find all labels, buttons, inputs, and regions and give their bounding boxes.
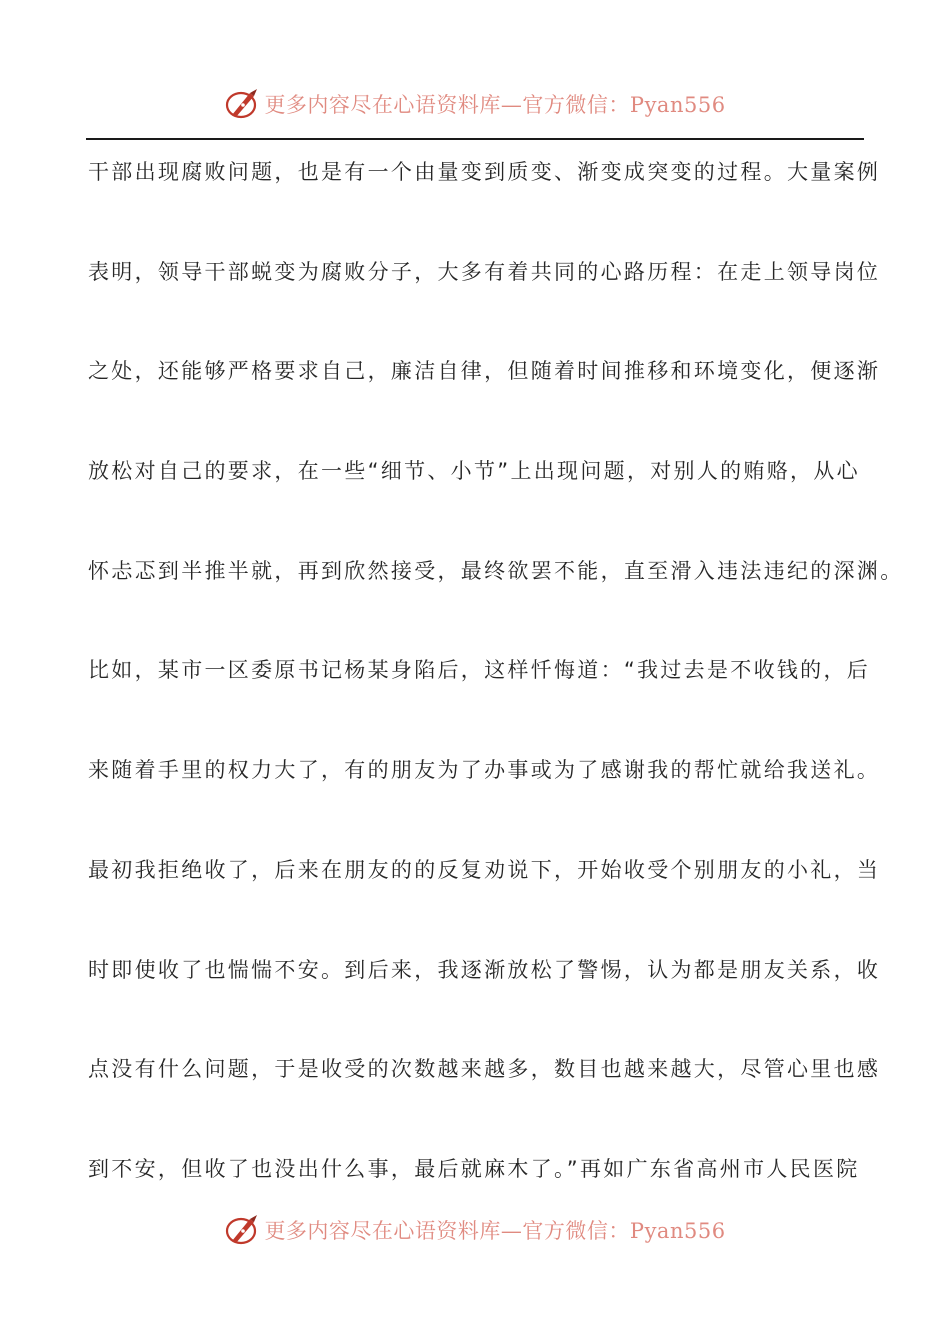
text-line: 表明，领导干部蜕变为腐败分子，大多有着共同的心路历程：在走上领导岗位 — [88, 259, 881, 284]
footer-banner — [0, 1210, 950, 1250]
text-line: 放松对自己的要求，在一些“细节、小节”上出现问题，对别人的贿赂，从心 — [88, 459, 860, 484]
text-line: 来随着手里的权力大了，有的朋友为了办事或为了感谢我的帮忙就给我送礼。 — [88, 758, 881, 783]
text-line: 怀忐忑到半推半就，再到欣然接受，最终欲罢不能，直至滑入违法违纪的深渊。 — [88, 558, 904, 583]
text-line: 最初我拒绝收了，后来在朋友的的反复劝说下，开始收受个别朋友的小礼，当 — [88, 857, 881, 882]
header-banner-text: 更多内容尽在心语资料库—官方微信：Pyan556 — [264, 93, 726, 117]
pen-nib-logo-icon — [224, 87, 260, 121]
footer-banner-text: 更多内容尽在心语资料库—官方微信：Pyan556 — [264, 1219, 726, 1243]
text-line: 点没有什么问题，于是收受的次数越来越多，数目也越来越大，尽管心里也感 — [88, 1057, 881, 1082]
header-banner — [0, 84, 950, 124]
text-line: 干部出现腐败问题，也是有一个由量变到质变、渐变成突变的过程。大量案例 — [88, 160, 881, 184]
text-line: 时即使收了也惴惴不安。到后来，我逐渐放松了警惕，认为都是朋友关系，收 — [88, 957, 881, 982]
text-line: 之处，还能够严格要求自己，廉洁自律，但随着时间推移和环境变化，便逐渐 — [88, 359, 881, 384]
text-line: 到不安，但收了也没出什么事，最后就麻木了。”再如广东省高州市人民医院 — [88, 1156, 860, 1181]
text-line: 比如，某市一区委原书记杨某身陷后，这样忏悔道：“我过去是不收钱的，后 — [88, 658, 871, 683]
header-divider — [86, 138, 864, 140]
pen-nib-logo-icon — [224, 1213, 260, 1247]
document-body — [88, 150, 904, 1247]
